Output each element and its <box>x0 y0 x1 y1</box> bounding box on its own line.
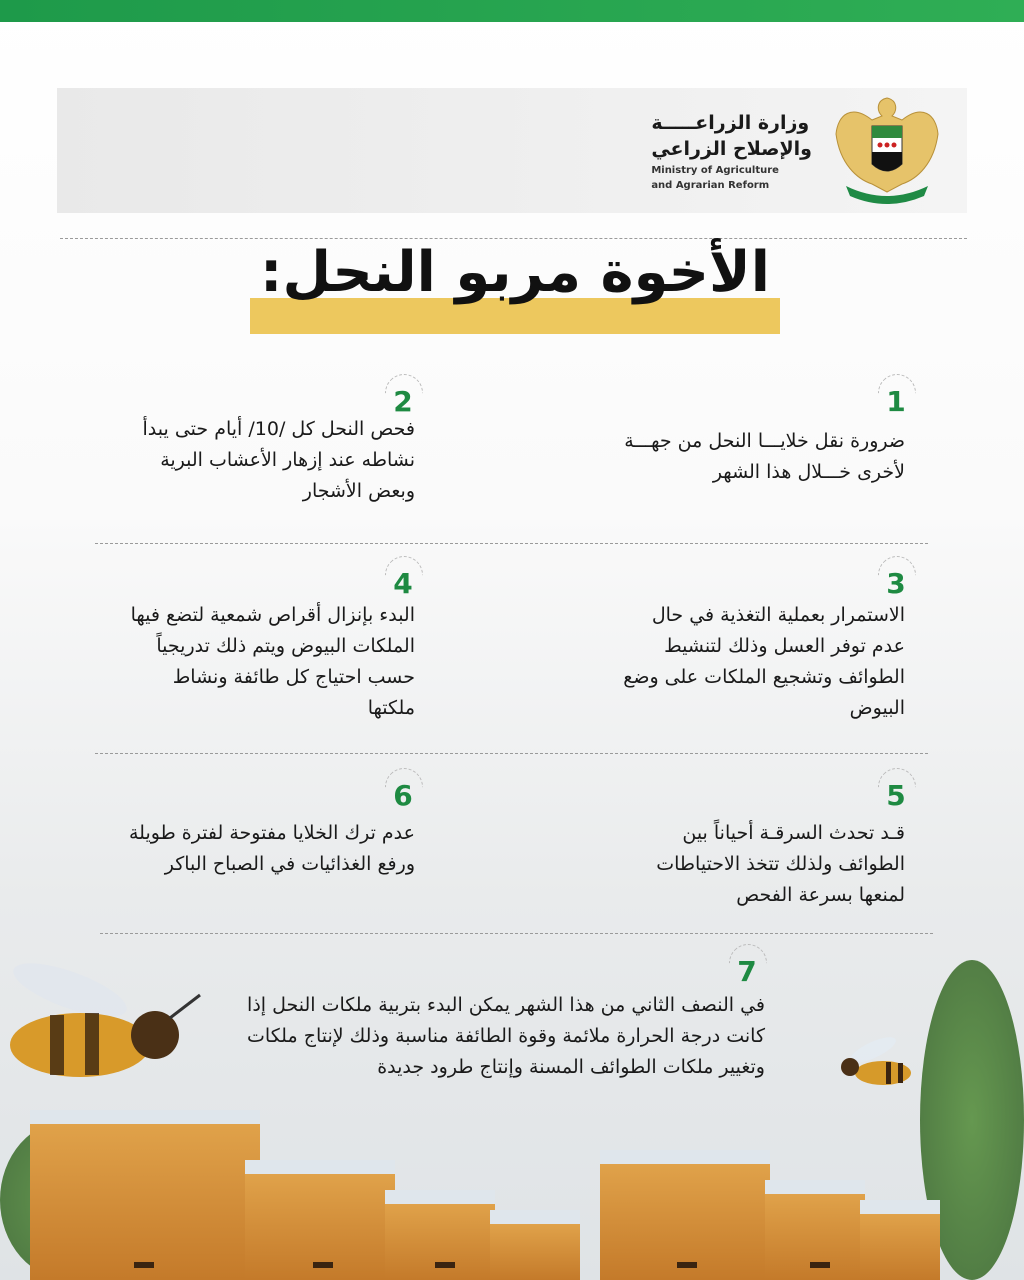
ministry-name-en-1: Ministry of Agriculture <box>651 165 779 176</box>
eagle-emblem-icon <box>832 94 942 206</box>
beehive <box>490 1210 580 1280</box>
item-number: 3 <box>876 562 916 602</box>
list-item: ضرورة نقل خلايـــا النحل من جهـــة لأخرى خـــلال هذا الشهر <box>624 430 905 483</box>
beehive <box>860 1200 940 1280</box>
list-item: البدء بإنزال أقراص شمعية لتضع فيها الملكات البيوض ويتم ذلك تدريجياً حسب احتياج كل طائفة ونشاط ملكتها <box>130 604 415 719</box>
divider <box>60 238 967 239</box>
ministry-name <box>651 110 812 192</box>
top-green-bar <box>0 0 1024 22</box>
list-item: عدم ترك الخلايا مفتوحة لفترة طويلة ورفع الغذائيات في الصباح الباكر <box>129 822 415 875</box>
ministry-header <box>57 88 967 213</box>
bee-icon <box>0 950 210 1110</box>
item-number: 4 <box>383 562 423 602</box>
list-item: قـد تحدث السرقـة أحياناً بين الطوائف ولذلك تتخذ الاحتياطات لمنعها بسرعة الفحص <box>656 822 905 906</box>
beehive <box>385 1190 495 1280</box>
beehive <box>30 1110 260 1280</box>
item-number: 7 <box>727 950 767 990</box>
bee-icon <box>828 1035 918 1100</box>
ministry-name-ar-1: وزارة الزراعـــــة <box>651 112 810 134</box>
beehive <box>600 1150 770 1280</box>
divider <box>95 543 928 544</box>
divider <box>100 933 933 934</box>
page-title: الأخوة مربو النحل: <box>260 240 770 305</box>
beehive <box>245 1160 395 1280</box>
ministry-name-en-2: and Agrarian Reform <box>651 180 770 191</box>
ministry-name-ar-2: والإصلاح الزراعي <box>651 138 812 160</box>
item-number: 6 <box>383 774 423 814</box>
item-number: 2 <box>383 380 423 420</box>
divider <box>95 753 928 754</box>
beehive <box>765 1180 865 1280</box>
list-item: فحص النحل كل /10/ أيام حتى يبدأ نشاطه عند إزهار الأعشاب البرية وبعض الأشجار <box>142 418 415 502</box>
item-number: 1 <box>876 380 916 420</box>
item-number: 5 <box>876 774 916 814</box>
list-item: في النصف الثاني من هذا الشهر يمكن البدء بتربية ملكات النحل إذا كانت درجة الحرارة ملائمة وقوة الطائفة مناسبة وذلك لإنتاج ملكات وتغيير ملكات الطوائف المسنة وإنتاج طرود جديدة <box>247 994 765 1078</box>
list-item: الاستمرار بعملية التغذية في حال عدم توفر العسل وذلك لتنشيط الطوائف وتشجيع الملكات على وضع البيوض <box>623 604 905 719</box>
